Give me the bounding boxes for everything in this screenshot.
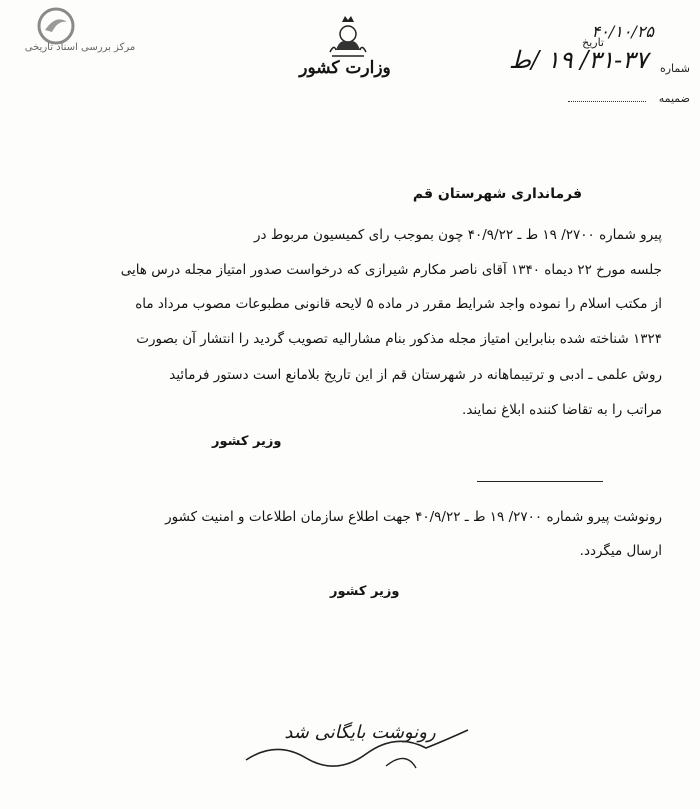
letter-line: ۱۳۲۴ شناخته شده بنابراین امتیاز مجله مذکور بنام مشارالیه تصویب گردید را انتشار آن بصورت xyxy=(136,331,662,347)
lion-and-sun-emblem-icon xyxy=(322,14,374,60)
minister-signature: وزیر کشور xyxy=(212,434,282,449)
copy-note-signature: وزیر کشور xyxy=(330,584,400,599)
attachment-dotted-line xyxy=(568,101,646,102)
letter-line: پیرو شماره ۲۷۰۰/ ۱۹ ط ـ ۴۰/۹/۲۲ چون بموجب رای کمیسیون مربوط در xyxy=(254,227,662,243)
separator-line xyxy=(477,481,603,482)
copy-note-line: رونوشت پیرو شماره ۲۷۰۰/ ۱۹ ط ـ ۴۰/۹/۲۲ جهت اطلاع سازمان اطلاعات و امنیت کشور xyxy=(165,509,662,525)
letter-line: جلسه مورخ ۲۲ دیماه ۱۳۴۰ آقای ناصر مکارم شیرازی که درخواست صدور امتیاز مجله درس هایی xyxy=(120,262,662,278)
letter-line: از مکتب اسلام را نموده واجد شرایط مقرر در ماده ۵ لایحه قانونی مطبوعات مصوب مرداد ماه xyxy=(135,296,662,312)
handwritten-signature-stroke xyxy=(236,710,476,780)
date-value: ۴۰/۱۰/۲۵ xyxy=(591,22,654,41)
letter-line: روش علمی ـ ادبی و ترتیبماهانه در شهرستان قم از این تاریخ بلامانع است دستور فرمائید xyxy=(169,367,662,383)
copy-note-line: ارسال میگردد. xyxy=(579,543,662,559)
letter-number-value: ۳۱-۳۷/ ۱۹ /ط xyxy=(508,46,648,74)
date-label: تاریخ xyxy=(582,36,604,49)
archive-logo-icon xyxy=(36,6,76,46)
handwritten-note: رونوشت بایگانی شد xyxy=(284,722,436,743)
number-label: شماره xyxy=(659,62,690,75)
attachment-label: ضمیمه xyxy=(658,92,690,105)
letter-line: مراتب را به تقاضا کننده ابلاغ نمایند. xyxy=(462,402,662,418)
ministry-title: وزارت کشور xyxy=(299,58,391,78)
addressee: فرمانداری شهرستان قم xyxy=(412,186,582,202)
archive-watermark-text: مرکز بررسی اسناد تاریخی xyxy=(24,42,136,53)
